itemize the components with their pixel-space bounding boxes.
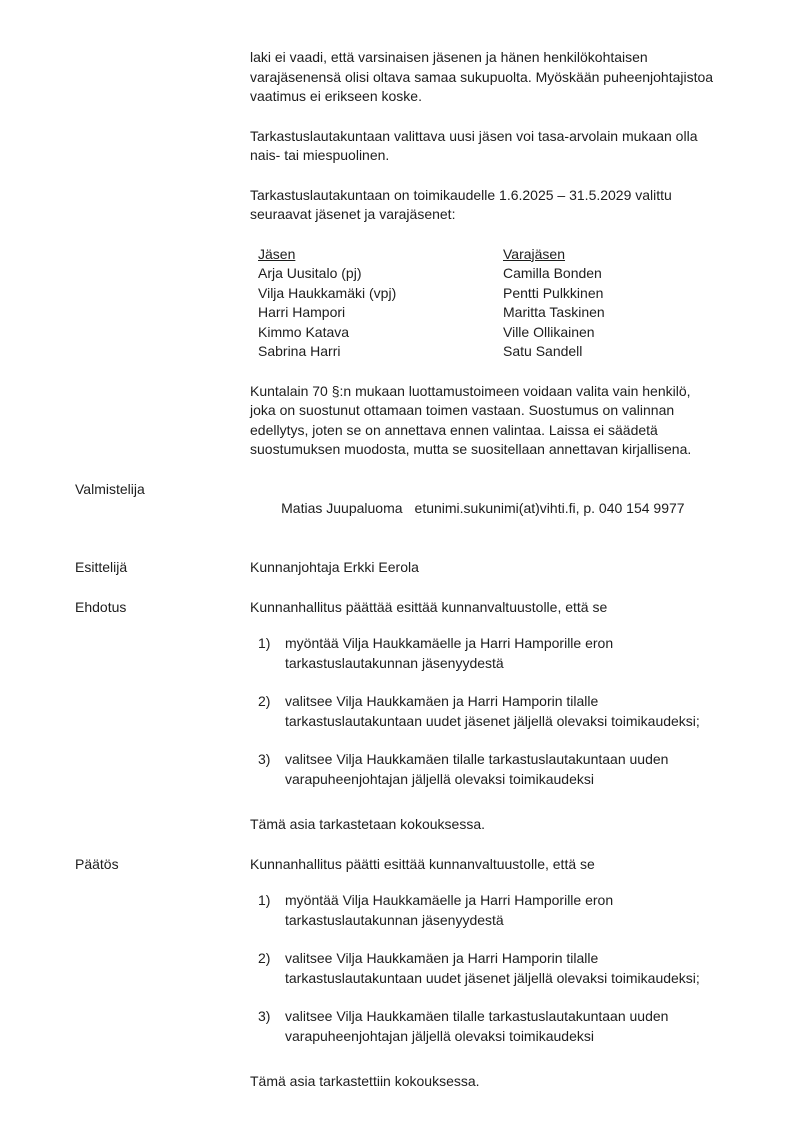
table-cell: Harri Hampori (258, 304, 346, 320)
list-item-number: 1) (258, 635, 271, 651)
decision-numbered-list (258, 891, 754, 1046)
table-row (258, 284, 605, 304)
text-line: tarkastuslautakunnan jäsenyydestä (285, 911, 504, 928)
numbered-list-item (258, 1007, 754, 1046)
proposal-intro: Kunnanhallitus päättää esittää kunnanvaltuustolle, että se (250, 598, 608, 615)
decision-intro: Kunnanhallitus päätti esittää kunnanvaltuustolle, että se (250, 855, 595, 872)
text-line: valitsee Vilja Haukkamäen tilalle tarkastuslautakuntaan uuden (285, 1008, 669, 1024)
list-item-text (285, 692, 754, 731)
list-item-text (285, 949, 754, 988)
text-line: tarkastuslautakuntaan uudet jäsenet jäljellä olevaksi toimikaudeksi; (285, 969, 700, 986)
table-cell: Camilla Bonden (503, 265, 602, 281)
text-line: valitsee Vilja Haukkamäen ja Harri Hamporin tilalle (285, 693, 599, 709)
list-item-number: 2) (258, 950, 271, 966)
members-table-body (258, 264, 605, 362)
table-row (258, 264, 605, 284)
paragraph-term-intro (250, 186, 750, 225)
table-row (258, 303, 605, 323)
text-line: Tarkastuslautakuntaan on toimikaudelle 1.6.2025 – 31.5.2029 valittu (250, 186, 672, 203)
table-cell: Pentti Pulkkinen (503, 284, 604, 301)
list-item-number: 2) (258, 693, 271, 709)
table-cell: Vilja Haukkamäki (vpj) (258, 284, 397, 301)
text-line: tarkastuslautakuntaan uudet jäsenet jäljellä olevaksi toimikaudeksi; (285, 712, 700, 729)
text-line: joka on suostunut ottamaan toimen vastaan. Suostumus on valinnan (250, 402, 675, 418)
table-row (258, 323, 605, 343)
text-line: valitsee Vilja Haukkamäen ja Harri Hamporin tilalle (285, 950, 599, 966)
preparer-contact: etunimi.sukunimi(at)vihti.fi, p. 040 154 9977 (414, 500, 685, 516)
members-table (258, 245, 605, 362)
preparer-name: Matias Juupaluoma (281, 500, 403, 516)
numbered-list-item (258, 634, 754, 673)
table-row (258, 342, 605, 362)
numbered-list-item (258, 692, 754, 731)
text-line: Kuntalain 70 §:n mukaan luottamustoimeen voidaan valita vain henkilö, (250, 382, 691, 399)
text-line: suostumuksen muodosta, mutta se suositellaan annettavan kirjallisena. (250, 441, 692, 457)
text-line: tarkastuslautakunnan jäsenyydestä (285, 654, 504, 671)
proposal-intro-row (75, 598, 754, 618)
field-presenter (75, 558, 754, 578)
preparer-label: Valmistelija (75, 480, 145, 497)
text-line: myöntää Vilja Haukkamäelle ja Harri Hamporille eron (285, 892, 614, 908)
text-line: varapuheenjohtajan jäljellä olevaksi toimikaudeksi (285, 1027, 594, 1044)
proposal-closing: Tämä asia tarkastetaan kokouksessa. (250, 816, 486, 832)
table-cell: Arja Uusitalo (pj) (258, 265, 362, 281)
numbered-list-item (258, 949, 754, 988)
column-header-deputy: Varajäsen (503, 245, 566, 262)
paragraph-law-consent (250, 382, 750, 460)
text-line: vaatimus ei erikseen koske. (250, 88, 422, 104)
preparer-value (250, 480, 754, 539)
column-header-member: Jäsen (258, 245, 296, 262)
list-item-text (285, 634, 754, 673)
list-item-number: 3) (258, 1008, 271, 1024)
decision-label: Päätös (75, 855, 119, 872)
field-preparer (75, 480, 754, 539)
text-line: varapuheenjohtajan jäljellä olevaksi toimikaudeksi (285, 770, 594, 787)
list-item-number: 3) (258, 751, 271, 767)
list-item-text (285, 750, 754, 789)
list-item-text (285, 1007, 754, 1046)
table-cell: Satu Sandell (503, 343, 583, 359)
proposal-numbered-list (258, 634, 754, 789)
text-line: myöntää Vilja Haukkamäelle ja Harri Hamporille eron (285, 635, 614, 651)
numbered-list-item (258, 891, 754, 930)
text-line: valitsee Vilja Haukkamäen tilalle tarkastuslautakuntaan uuden (285, 751, 669, 767)
table-cell: Sabrina Harri (258, 343, 341, 359)
presenter-value: Kunnanjohtaja Erkki Eerola (250, 559, 419, 575)
text-line: varajäsenensä olisi oltava samaa sukupuolta. Myöskään puheenjohtajistoa (250, 68, 714, 85)
text-line: seuraavat jäsenet ja varajäsenet: (250, 206, 456, 222)
proposal-label: Ehdotus (75, 598, 127, 615)
list-item-number: 1) (258, 892, 271, 908)
table-cell: Maritta Taskinen (503, 304, 605, 320)
presenter-label: Esittelijä (75, 559, 128, 575)
text-line: nais- tai miespuolinen. (250, 147, 390, 163)
numbered-list-item (258, 750, 754, 789)
members-table-header-row (258, 245, 605, 265)
text-line: Tarkastuslautakuntaan valittava uusi jäsen voi tasa-arvolain mukaan olla (250, 127, 698, 144)
decision-intro-row (75, 855, 754, 875)
paragraph-gender-rule (250, 127, 750, 166)
table-cell: Ville Ollikainen (503, 323, 595, 340)
list-item-text (285, 891, 754, 930)
text-line: edellytys, joten se on annettava ennen valintaa. Laissa ei säädetä (250, 421, 658, 438)
paragraph-continuation (250, 48, 750, 107)
table-cell: Kimmo Katava (258, 323, 350, 340)
text-line: laki ei vaadi, että varsinaisen jäsenen ja hänen henkilökohtaisen (250, 49, 648, 65)
decision-closing: Tämä asia tarkastettiin kokouksessa. (250, 1073, 480, 1089)
